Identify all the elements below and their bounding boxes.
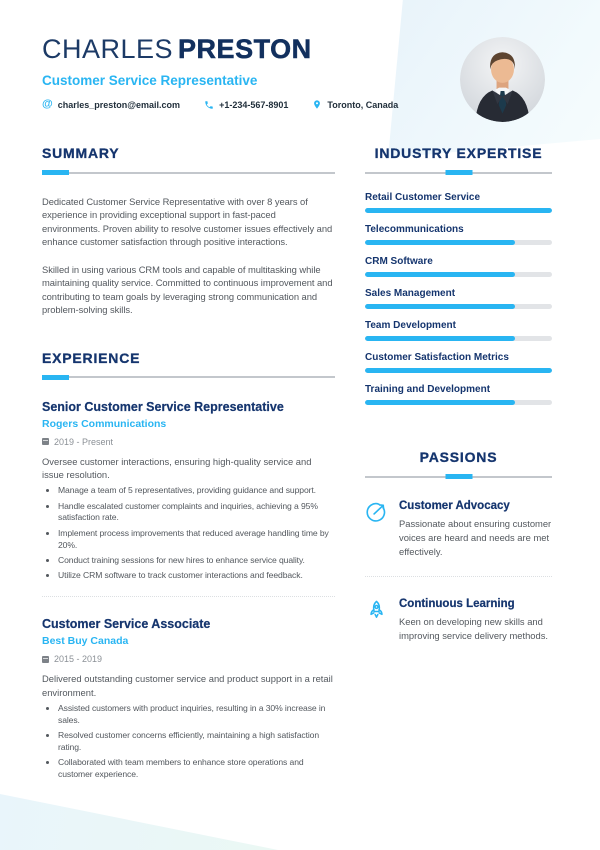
job-bullet: • Utilize CRM software to track customer interactions and feedback. bbox=[58, 570, 335, 582]
skill-label: Customer Satisfaction Metrics bbox=[365, 352, 509, 363]
job-bullet: • Assisted customers with product inquiries, resulting in a 30% increase in sales. bbox=[58, 703, 335, 727]
section-industry-expertise bbox=[365, 145, 552, 405]
skill-bar-fill bbox=[365, 208, 552, 213]
contact-phone[interactable] bbox=[204, 100, 288, 110]
passion-text: Passionate about ensuring customer voices are heard and needs are met effectively. bbox=[399, 518, 552, 557]
job-bullet: • Manage a team of 5 representatives, providing guidance and support. bbox=[58, 485, 335, 497]
job-bullet: • Handle escalated customer complaints and inquiries, achieving a 95% satisfaction rate. bbox=[58, 501, 335, 525]
skill-item bbox=[365, 320, 552, 341]
date-range: 2015 - 2019 bbox=[54, 654, 103, 665]
job-summary: Oversee customer interactions, ensuring high-quality service and issue resolution. bbox=[42, 455, 312, 480]
skill-bar-track bbox=[365, 272, 552, 277]
right-column bbox=[365, 145, 552, 781]
passion-body bbox=[399, 598, 552, 643]
skill-label: Telecommunications bbox=[365, 224, 464, 235]
skill-bar-fill bbox=[365, 400, 515, 405]
summary-heading-rule bbox=[42, 170, 335, 175]
skill-bar-fill bbox=[365, 368, 552, 373]
email-at-icon: @ bbox=[42, 98, 53, 110]
skill-item bbox=[365, 224, 552, 245]
job-entry bbox=[42, 400, 335, 583]
date-range: 2019 - Present bbox=[54, 436, 114, 447]
rocket-icon bbox=[365, 598, 390, 643]
phone-icon bbox=[204, 100, 214, 110]
skill-item bbox=[365, 352, 552, 373]
contact-location[interactable] bbox=[312, 99, 398, 110]
skill-bar-fill bbox=[365, 240, 515, 245]
target-check-icon bbox=[365, 500, 390, 559]
job-title: Customer Service Associate bbox=[42, 617, 211, 632]
phone-text: +1-234-567-8901 bbox=[219, 99, 289, 110]
skill-label: CRM Software bbox=[365, 256, 433, 267]
skill-bar-fill bbox=[365, 336, 515, 341]
job-bullet: • Implement process improvements that reduced average handling time by 20%. bbox=[58, 528, 335, 552]
resume-header bbox=[0, 0, 600, 110]
experience-heading-rule bbox=[42, 375, 335, 380]
skill-label: Retail Customer Service bbox=[365, 192, 481, 203]
job-bullet-list bbox=[42, 485, 335, 582]
skill-label: Team Development bbox=[365, 320, 456, 331]
location-pin-icon bbox=[312, 99, 322, 110]
first-name: CHARLES bbox=[42, 34, 174, 64]
company-name: Rogers Communications bbox=[42, 417, 167, 430]
contact-email[interactable] bbox=[42, 99, 180, 110]
company-name: Best Buy Canada bbox=[42, 635, 129, 648]
job-bullet-list bbox=[42, 703, 335, 781]
passion-text: Keen on developing new skills and improving service delivery methods. bbox=[399, 615, 549, 641]
experience-heading: EXPERIENCE bbox=[42, 349, 141, 366]
last-name: PRESTON bbox=[178, 34, 312, 64]
skill-label: Sales Management bbox=[365, 288, 456, 299]
skill-bar-fill bbox=[365, 272, 515, 277]
skill-bar-track bbox=[365, 400, 552, 405]
passion-title: Customer Advocacy bbox=[399, 500, 510, 512]
candidate-job-title: Customer Service Representative bbox=[42, 73, 258, 88]
calendar-icon bbox=[42, 438, 49, 445]
skill-bar-track bbox=[365, 208, 552, 213]
date-row bbox=[42, 437, 335, 447]
job-bullet: • Collaborated with team members to enhance store operations and customer experience. bbox=[58, 757, 335, 781]
section-experience bbox=[42, 350, 335, 782]
skill-item bbox=[365, 192, 552, 213]
skill-item bbox=[365, 288, 552, 309]
skill-bar-track bbox=[365, 240, 552, 245]
section-passions bbox=[365, 449, 552, 643]
job-summary: Delivered outstanding customer service and product support in a retail environment. bbox=[42, 673, 333, 698]
skill-item bbox=[365, 256, 552, 277]
passion-divider bbox=[365, 576, 552, 577]
calendar-icon bbox=[42, 656, 49, 663]
industry-expertise-heading: INDUSTRY EXPERTISE bbox=[374, 145, 543, 161]
summary-paragraph: Dedicated Customer Service Representative with over 8 years of experience in providing exceptional support in fast-paced environments. Proven ability to resolve customer issues effectively and enhance customer satisfaction through positive interactions. bbox=[42, 196, 333, 248]
passion-item bbox=[365, 500, 552, 559]
decorative-bottom-left-shape bbox=[0, 794, 278, 850]
skill-label: Training and Development bbox=[365, 384, 491, 395]
skill-list bbox=[365, 192, 552, 405]
passion-item bbox=[365, 598, 552, 643]
job-divider bbox=[42, 596, 335, 597]
section-summary bbox=[42, 145, 335, 317]
skill-bar-track bbox=[365, 304, 552, 309]
summary-heading: SUMMARY bbox=[42, 145, 120, 161]
skill-bar-fill bbox=[365, 304, 515, 309]
passion-title: Continuous Learning bbox=[399, 597, 515, 610]
skill-bar-track bbox=[365, 368, 552, 373]
industry-expertise-heading-rule bbox=[365, 170, 552, 175]
resume-body bbox=[0, 145, 600, 781]
passions-heading-rule bbox=[365, 474, 552, 479]
avatar-illustration bbox=[460, 37, 545, 122]
passion-body bbox=[399, 500, 552, 559]
date-row bbox=[42, 654, 335, 664]
skill-bar-track bbox=[365, 336, 552, 341]
left-column bbox=[42, 145, 335, 781]
passions-heading: PASSIONS bbox=[419, 449, 498, 465]
email-text: charles_preston@email.com bbox=[57, 99, 181, 110]
summary-paragraph: Skilled in using various CRM tools and capable of multitasking while maintaining quality service. Committed to continuous improvement and contributing to team goals by leveraging strong communication and problem-solving skills. bbox=[42, 263, 333, 316]
profile-photo bbox=[460, 37, 545, 122]
job-bullet: • Resolved customer concerns efficiently, maintaining a high satisfaction rating. bbox=[58, 730, 335, 754]
skill-item bbox=[365, 384, 552, 405]
location-text: Toronto, Canada bbox=[327, 99, 399, 110]
job-entry bbox=[42, 617, 335, 781]
job-title: Senior Customer Service Representative bbox=[42, 399, 284, 414]
job-bullet: • Conduct training sessions for new hires to enhance service quality. bbox=[58, 555, 335, 567]
